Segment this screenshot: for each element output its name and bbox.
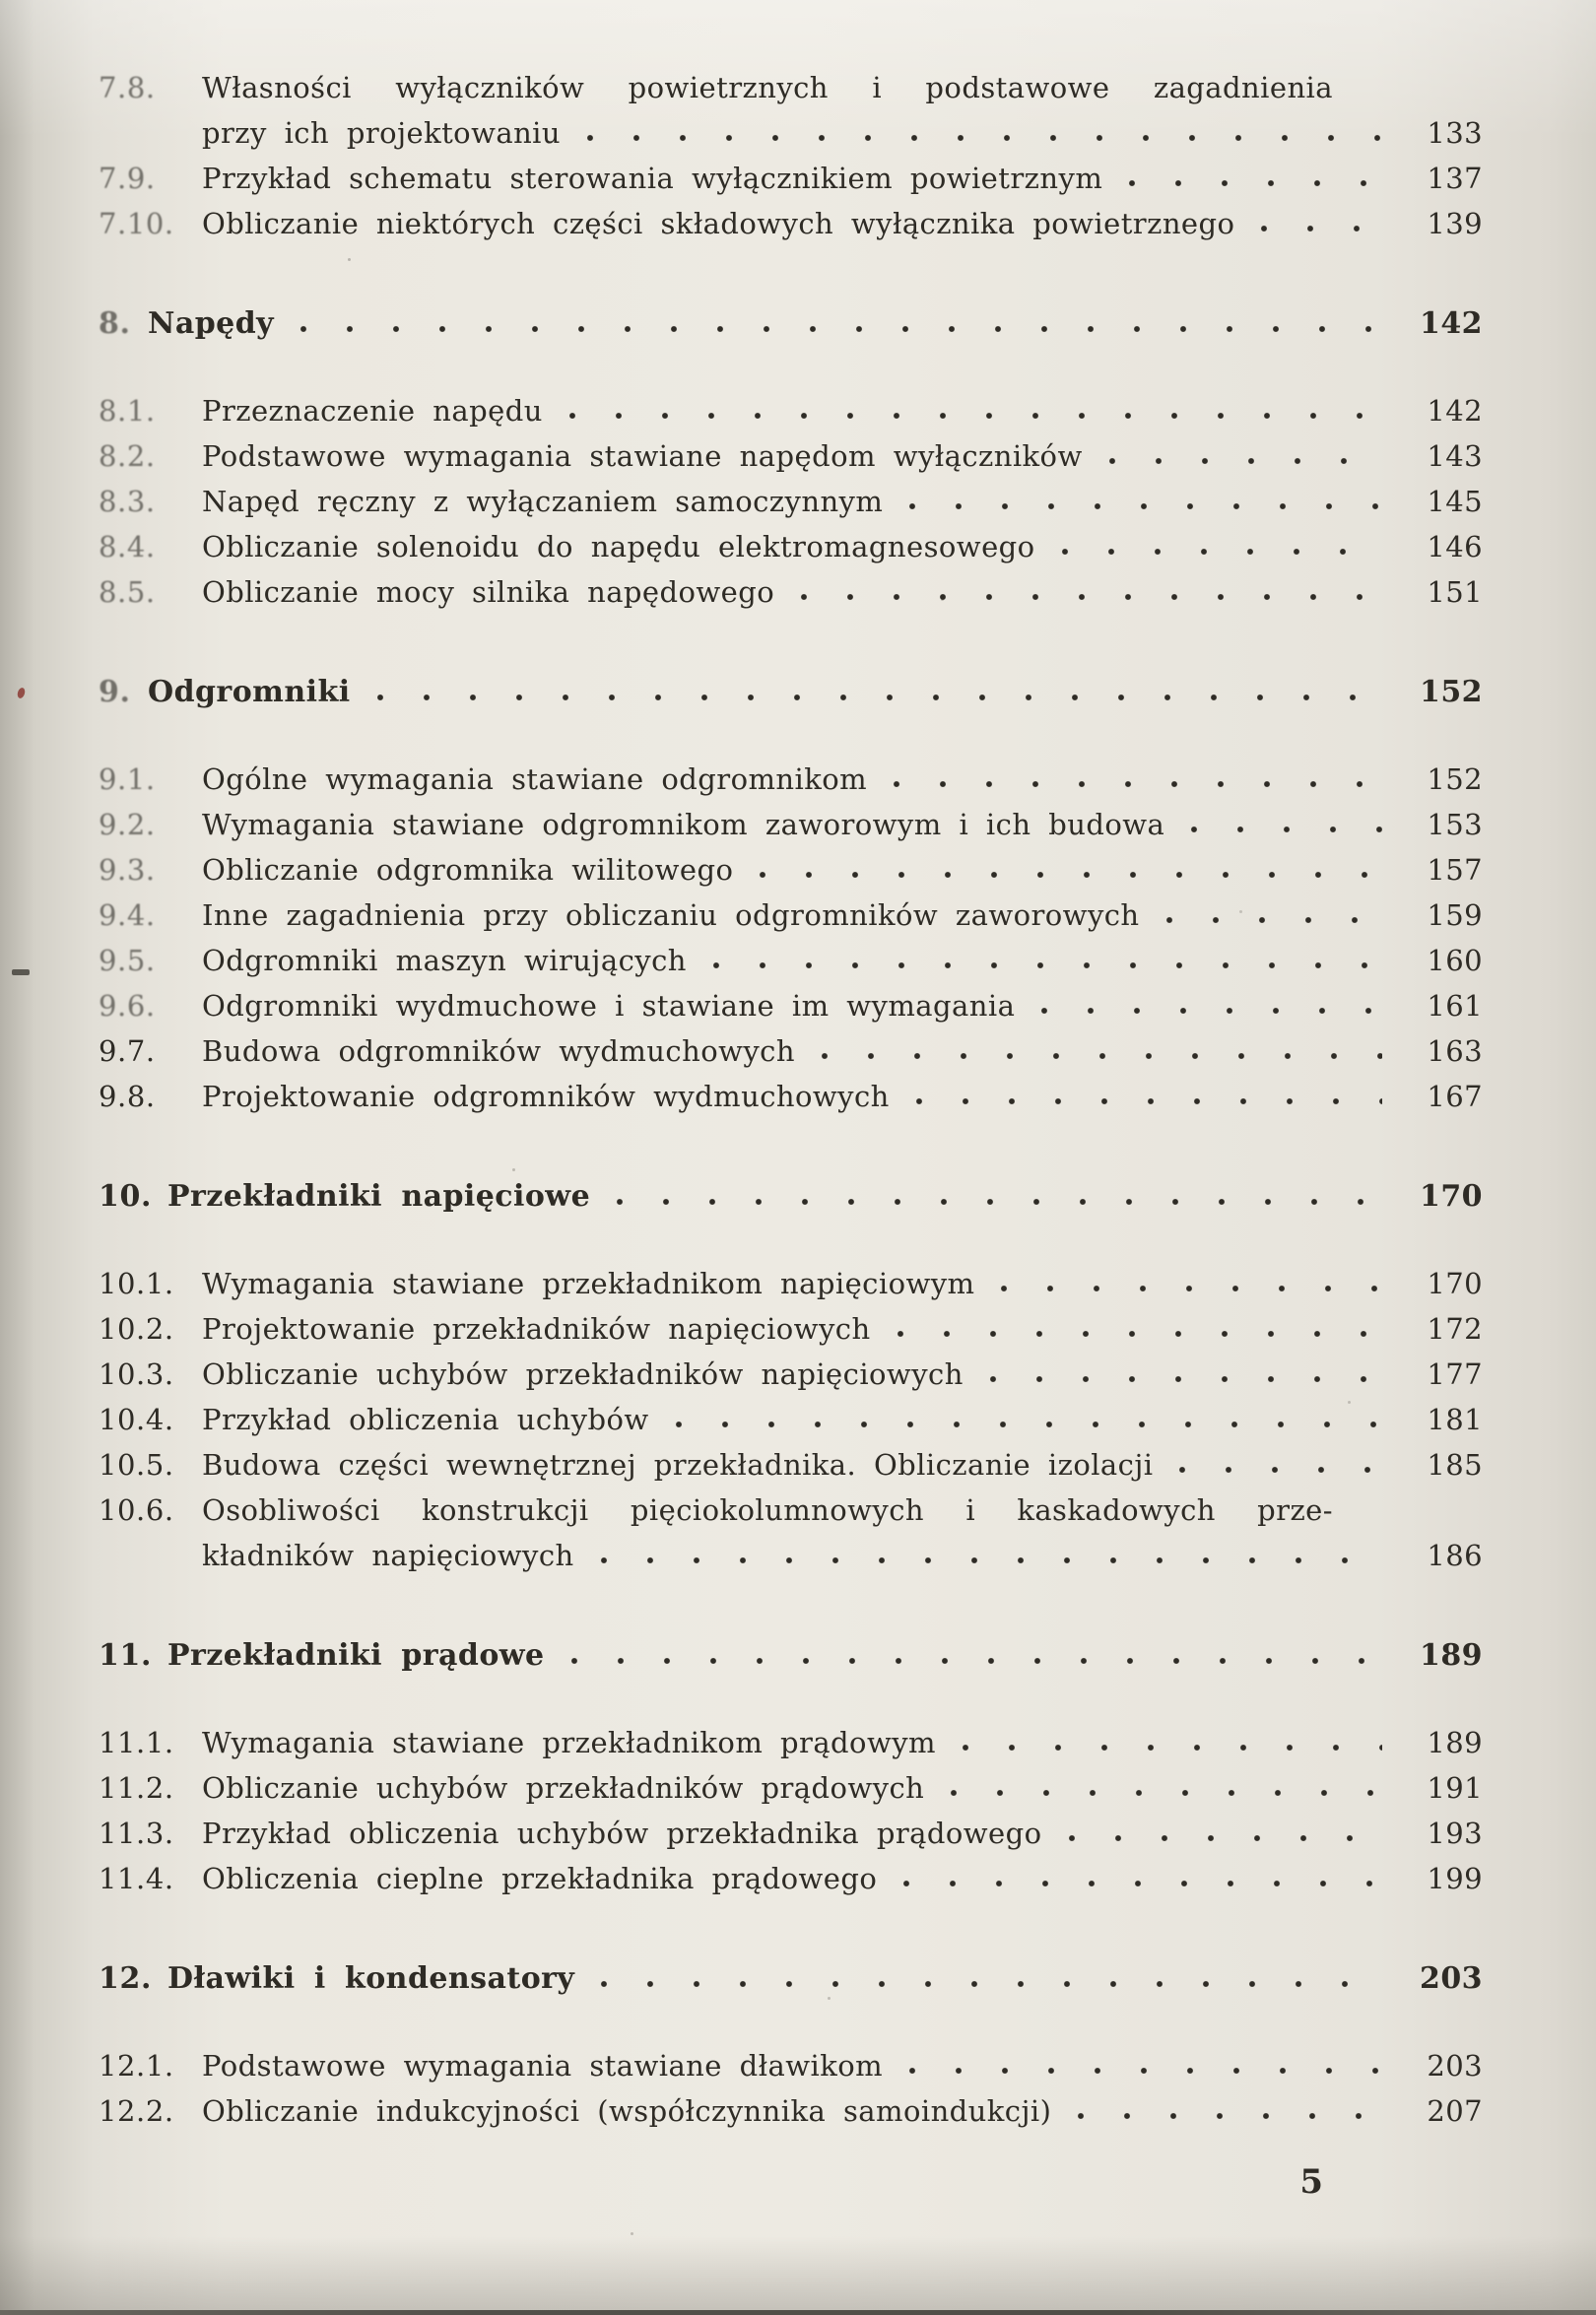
- entry-number: 8.1.: [99, 394, 156, 428]
- dot-leader: [1036, 983, 1382, 1028]
- entry-number: 9.2.: [99, 808, 156, 841]
- entry-title: Obliczanie odgromnika wilitowego: [202, 853, 734, 887]
- entry-title: Obliczanie uchybów przekładników prądowych: [202, 1771, 925, 1805]
- toc-entry-row: [99, 1442, 1483, 1488]
- dot-leader: [796, 569, 1382, 615]
- entry-page-number: 170: [1420, 1179, 1483, 1214]
- toc-entry-row: [99, 1028, 1483, 1074]
- toc-entry-row: [99, 938, 1483, 983]
- entry-number: 11.2.: [99, 1771, 174, 1805]
- dot-leader: [1162, 893, 1382, 938]
- toc-entry-row: [99, 1074, 1483, 1119]
- entry-number: 8.2.: [99, 439, 156, 473]
- page-number-footer: [99, 2159, 1483, 2205]
- entry-title: Obliczenia cieplne przekładnika prądowego: [202, 1862, 878, 1895]
- entry-page-number: 163: [1427, 1034, 1483, 1068]
- entry-page-number: 185: [1427, 1448, 1483, 1482]
- entry-title-continuation: przy ich projektowaniu: [202, 116, 561, 150]
- entry-title: Przekładniki napięciowe: [167, 1179, 591, 1214]
- toc-entry-row: [99, 757, 1483, 802]
- entry-title: Obliczanie mocy silnika napędowego: [202, 575, 775, 609]
- entry-page-number: 146: [1427, 530, 1483, 563]
- dot-leader: [596, 1956, 1382, 2002]
- entry-number: 9.4.: [99, 898, 156, 932]
- entry-page-number: 161: [1427, 989, 1483, 1023]
- toc-entry-continuation-row: [99, 110, 1483, 156]
- dot-leader: [296, 301, 1382, 347]
- entry-title-continuation: kładników napięciowych: [202, 1539, 574, 1572]
- dot-leader: [612, 1174, 1382, 1220]
- entry-page-number: 133: [1427, 116, 1483, 150]
- entry-number: 12.1.: [99, 2049, 174, 2083]
- toc-entry-row: [99, 65, 1483, 110]
- toc-entry-row: [99, 847, 1483, 893]
- toc-entry-row: [99, 1306, 1483, 1352]
- entry-title: Projektowanie przekładników napięciowych: [202, 1312, 871, 1346]
- toc-chapter-row: [99, 1174, 1483, 1220]
- entry-title: Wymagania stawiane przekładnikom napięciowym: [202, 1267, 975, 1300]
- dot-leader: [889, 757, 1382, 802]
- dot-leader: [1124, 156, 1382, 201]
- entry-title: Własności wyłączników powietrznych i podstawowe zagadnienia: [202, 71, 1333, 104]
- entry-number: 9.5.: [99, 944, 156, 977]
- entry-page-number: 142: [1420, 306, 1483, 341]
- entry-number: 11.3.: [99, 1817, 174, 1850]
- entry-number: 9.: [99, 675, 131, 709]
- toc-entry-row: [99, 1488, 1483, 1533]
- entry-page-number: 152: [1427, 762, 1483, 796]
- entry-number: 7.8.: [99, 71, 156, 104]
- entry-page-number: 145: [1427, 485, 1483, 518]
- entry-title: Budowa odgromników wydmuchowych: [202, 1034, 795, 1068]
- entry-number: 11.4.: [99, 1862, 174, 1895]
- toc-entry-row: [99, 1856, 1483, 1901]
- dot-leader: [1104, 433, 1382, 479]
- entry-title: Odgromniki: [148, 675, 351, 709]
- dot-leader: [946, 1765, 1382, 1811]
- dot-leader: [817, 1028, 1382, 1074]
- dot-leader: [985, 1352, 1382, 1397]
- entry-number: 12.: [99, 1961, 152, 1996]
- toc-entry-row: [99, 1765, 1483, 1811]
- toc-entry-row: [99, 1397, 1483, 1442]
- entry-title: Przeznaczenie napędu: [202, 394, 543, 428]
- dot-leader: [958, 1720, 1382, 1765]
- dot-leader: [1256, 201, 1382, 246]
- dot-leader: [1073, 2088, 1382, 2134]
- entry-title: Projektowanie odgromników wydmuchowych: [202, 1080, 890, 1113]
- toc-entry-row: [99, 802, 1483, 847]
- toc-entry-row: [99, 983, 1483, 1028]
- dot-leader: [566, 1633, 1382, 1679]
- entry-number: 10.2.: [99, 1312, 174, 1346]
- toc-chapter-row: [99, 1633, 1483, 1679]
- entry-number: 9.7.: [99, 1034, 156, 1068]
- entry-title: Budowa części wewnętrznej przekładnika. Obliczanie izolacji: [202, 1448, 1154, 1482]
- toc-entry-row: [99, 1811, 1483, 1856]
- entry-title: Obliczanie niektórych części składowych wyłącznika powietrznego: [202, 207, 1235, 240]
- dot-leader: [911, 1074, 1382, 1119]
- entry-number: 9.3.: [99, 853, 156, 887]
- toc-entry-row: [99, 479, 1483, 524]
- dot-leader: [904, 479, 1382, 524]
- dot-leader: [565, 388, 1382, 433]
- entry-page-number: 207: [1427, 2094, 1483, 2128]
- toc-entry-row: [99, 433, 1483, 479]
- entry-title: Przekładniki prądowe: [167, 1638, 545, 1673]
- dot-leader: [596, 1533, 1382, 1578]
- entry-number: 10.: [99, 1179, 152, 1214]
- entry-number: 10.1.: [99, 1267, 174, 1300]
- entry-number: 9.8.: [99, 1080, 156, 1113]
- entry-number: 8.5.: [99, 575, 156, 609]
- entry-page-number: 193: [1427, 1817, 1483, 1850]
- entry-page-number: 189: [1427, 1726, 1483, 1759]
- entry-page-number: 143: [1427, 439, 1483, 473]
- entry-page-number: 191: [1427, 1771, 1483, 1805]
- entry-title: Odgromniki wydmuchowe i stawiane im wymagania: [202, 989, 1016, 1023]
- entry-title: Przykład schematu sterowania wyłącznikiem powietrznym: [202, 162, 1103, 195]
- entry-title: Obliczanie indukcyjności (współczynnika samoindukcji): [202, 2094, 1052, 2128]
- toc-entry-row: [99, 1261, 1483, 1306]
- entry-page-number: 203: [1427, 2049, 1483, 2083]
- page-number: 5: [1299, 2162, 1323, 2202]
- entry-number: 8.3.: [99, 485, 156, 518]
- entry-number: 8.4.: [99, 530, 156, 563]
- dot-leader: [1064, 1811, 1382, 1856]
- dot-leader: [582, 110, 1382, 156]
- entry-page-number: 170: [1427, 1267, 1483, 1300]
- entry-page-number: 157: [1427, 853, 1483, 887]
- entry-number: 7.9.: [99, 162, 156, 195]
- entry-page-number: 186: [1427, 1539, 1483, 1572]
- toc-entry-row: [99, 569, 1483, 615]
- entry-title: Ogólne wymagania stawiane odgromnikom: [202, 762, 868, 796]
- toc-chapter-row: [99, 1956, 1483, 2002]
- dot-leader: [755, 847, 1382, 893]
- dot-leader: [372, 670, 1382, 715]
- toc-entry-row: [99, 893, 1483, 938]
- entry-number: 11.: [99, 1638, 152, 1673]
- entry-title: Napędy: [148, 306, 275, 341]
- entry-page-number: 152: [1420, 675, 1483, 709]
- entry-number: 9.1.: [99, 762, 156, 796]
- entry-page-number: 177: [1427, 1357, 1483, 1391]
- entry-title: Osobliwości konstrukcji pięciokolumnowych i kaskadowych prze-: [202, 1493, 1333, 1527]
- toc-entry-row: [99, 2088, 1483, 2134]
- dot-leader: [671, 1397, 1382, 1442]
- entry-page-number: 153: [1427, 808, 1483, 841]
- dot-leader: [1174, 1442, 1382, 1488]
- toc-entry-row: [99, 2043, 1483, 2088]
- entry-page-number: 189: [1420, 1638, 1483, 1673]
- dot-leader: [996, 1261, 1382, 1306]
- entry-page-number: 181: [1427, 1403, 1483, 1436]
- toc-entry-row: [99, 388, 1483, 433]
- toc-list: [99, 65, 1483, 2134]
- entry-number: 7.10.: [99, 207, 174, 240]
- toc-entry-row: [99, 156, 1483, 201]
- entry-page-number: 160: [1427, 944, 1483, 977]
- toc-chapter-row: [99, 301, 1483, 347]
- entry-page-number: 199: [1427, 1862, 1483, 1895]
- entry-title: Dławiki i kondensatory: [167, 1961, 575, 1996]
- entry-number: 11.1.: [99, 1726, 174, 1759]
- entry-title: Przykład obliczenia uchybów: [202, 1403, 649, 1436]
- entry-title: Wymagania stawiane przekładnikom prądowym: [202, 1726, 936, 1759]
- toc-entry-continuation-row: [99, 1533, 1483, 1578]
- entry-page-number: 142: [1427, 394, 1483, 428]
- dot-leader: [1186, 802, 1382, 847]
- dot-leader: [893, 1306, 1382, 1352]
- dot-leader: [904, 2043, 1382, 2088]
- entry-page-number: 139: [1427, 207, 1483, 240]
- entry-title: Przykład obliczenia uchybów przekładnika prądowego: [202, 1817, 1042, 1850]
- entry-page-number: 151: [1427, 575, 1483, 609]
- entry-page-number: 167: [1427, 1080, 1483, 1113]
- entry-title: Napęd ręczny z wyłączaniem samoczynnym: [202, 485, 884, 518]
- entry-number: 10.3.: [99, 1357, 174, 1391]
- entry-number: 9.6.: [99, 989, 156, 1023]
- toc-entry-row: [99, 1720, 1483, 1765]
- entry-page-number: 203: [1420, 1961, 1483, 1996]
- entry-title: Obliczanie solenoidu do napędu elektromagnesowego: [202, 530, 1035, 563]
- entry-page-number: 137: [1427, 162, 1483, 195]
- dot-leader: [898, 1856, 1382, 1901]
- dot-leader: [1057, 524, 1382, 569]
- toc-entry-row: [99, 524, 1483, 569]
- entry-title: Podstawowe wymagania stawiane dławikom: [202, 2049, 884, 2083]
- entry-number: 10.6.: [99, 1493, 174, 1527]
- entry-number: 10.5.: [99, 1448, 174, 1482]
- toc-chapter-row: [99, 670, 1483, 715]
- entry-title: Wymagania stawiane odgromnikom zaworowym i ich budowa: [202, 808, 1165, 841]
- entry-page-number: 159: [1427, 898, 1483, 932]
- dot-leader: [708, 938, 1382, 983]
- entry-title: Odgromniki maszyn wirujących: [202, 944, 687, 977]
- entry-title: Inne zagadnienia przy obliczaniu odgromników zaworowych: [202, 898, 1140, 932]
- entry-title: Podstawowe wymagania stawiane napędom wyłączników: [202, 439, 1083, 473]
- toc-entry-row: [99, 201, 1483, 246]
- entry-number: 10.4.: [99, 1403, 174, 1436]
- toc-entry-row: [99, 1352, 1483, 1397]
- entry-page-number: 172: [1427, 1312, 1483, 1346]
- entry-title: Obliczanie uchybów przekładników napięciowych: [202, 1357, 964, 1391]
- entry-number: 8.: [99, 306, 131, 341]
- entry-number: 12.2.: [99, 2094, 174, 2128]
